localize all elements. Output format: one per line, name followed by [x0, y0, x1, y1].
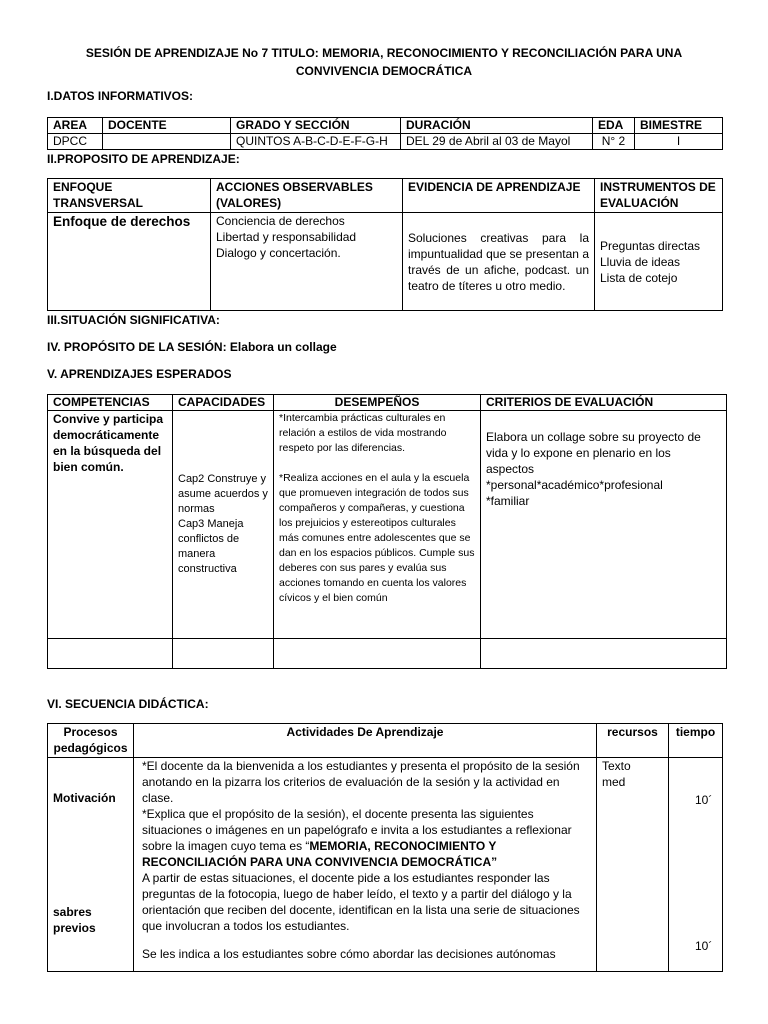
cell-desempenos — [274, 411, 481, 639]
section-aprendizajes-heading: V. APRENDIZAJES ESPERADOS — [47, 367, 232, 381]
cell-capacidades: Cap2 Construye y asume acuerdos y normas Cap3 Maneja conflictos de manera constructiva — [173, 411, 274, 639]
col-enfoque: ENFOQUE TRANSVERSAL — [48, 179, 211, 213]
section-datos-heading: I.DATOS INFORMATIVOS: — [47, 89, 193, 103]
empty-cell — [173, 639, 274, 669]
col-procesos: Procesos pedagógicos — [48, 724, 134, 758]
proceso-saberes: sabres previos — [53, 905, 96, 935]
cell-docente — [103, 134, 231, 150]
page-title — [0, 44, 768, 80]
tiempo-1: 10´ — [695, 793, 713, 807]
criterio-2: *personal*académico*profesional — [486, 478, 663, 492]
title-line-2: CONVIVENCIA DEMOCRÁTICA — [295, 64, 473, 78]
col-desempenos: DESEMPEÑOS — [274, 395, 481, 411]
cell-competencia: Convive y participa democráticamente en la búsqueda del bien común. — [48, 411, 173, 639]
cell-evidencia: Soluciones creativas para la impuntualidad que se presentan a través de un afiche, podcast. un teatro de títeres u otro medio. — [403, 213, 595, 311]
criterio-1: Elabora un collage sobre su proyecto de vida y lo expone en plenario en los aspectos — [486, 430, 701, 476]
secuencia-table — [47, 723, 723, 972]
section-proposito-sesion-heading: IV. PROPÓSITO DE LA SESIÓN: Elabora un collage — [47, 340, 337, 354]
cell-actividades — [134, 758, 597, 972]
col-capacidades: CAPACIDADES — [173, 395, 274, 411]
title-line-1: SESIÓN DE APRENDIZAJE No 7 TITULO: MEMORIA, RECONOCIMIENTO Y RECONCILIACIÓN PARA UNA — [85, 46, 683, 60]
col-acciones: ACCIONES OBSERVABLES (VALORES) — [211, 179, 403, 213]
criterio-3: *familiar — [486, 494, 530, 508]
actividad-4: Se les indica a los estudiantes sobre cómo abordar las decisiones autónomas — [142, 947, 556, 961]
col-actividades: Actividades De Aprendizaje — [134, 724, 597, 758]
col-recursos: recursos — [597, 724, 669, 758]
cell-eda: N° 2 — [593, 134, 635, 150]
desempeno-2: *Realiza acciones en el aula y la escuela que promueven integración de todos sus compañeros y compañeras, y cuestiona los prejuicios y estereotipos culturales más comunes entre adolescentes que se dan en los espacios públicos. Cumple sus deberes con sus pares y evalúa sus acciones tomando en cuenta los valores cívicos y el bien común — [279, 472, 475, 604]
actividad-1: *El docente da la bienvenida a los estudiantes y presenta el propósito de la sesión anotando en la pizarra los criterios de evaluación de la sesión y la actividad en clase. — [142, 759, 580, 805]
cell-acciones: Conciencia de derechos Libertad y responsabilidad Dialogo y concertación. — [211, 213, 403, 311]
col-bimestre: BIMESTRE — [635, 118, 723, 134]
cell-bimestre: I — [635, 134, 723, 150]
col-area: AREA — [48, 118, 103, 134]
actividad-2-tema: MEMORIA, RECONOCIMIENTO Y RECONCILIACIÓN PARA UNA CONVIVENCIA DEMOCRÁTICA” — [142, 839, 498, 869]
cell-criterios — [481, 411, 727, 639]
actividad-2 — [142, 806, 591, 870]
tiempo-2: 10´ — [695, 939, 713, 953]
col-duracion: DURACIÓN — [401, 118, 593, 134]
cell-procesos — [48, 758, 134, 972]
cell-instrumentos: Preguntas directas Lluvia de ideas Lista de cotejo — [595, 213, 723, 311]
cell-area: DPCC — [48, 134, 103, 150]
col-criterios: CRITERIOS DE EVALUACIÓN — [481, 395, 727, 411]
proceso-motivacion: Motivación — [53, 791, 116, 805]
cell-tiempo — [669, 758, 723, 972]
cell-duracion: DEL 29 de Abril al 03 de Mayol — [401, 134, 593, 150]
cell-grado: QUINTOS A-B-C-D-E-F-G-H — [231, 134, 401, 150]
section-proposito-heading: II.PROPOSITO DE APRENDIZAJE: — [47, 152, 240, 166]
col-docente: DOCENTE — [103, 118, 231, 134]
actividad-2-text: *Explica que el propósito de la sesión), el docente presenta las siguientes situaciones o imágenes en un papelógrafo e invita a los estudiantes a reflexionar sobre la imagen cuyo tema es “ — [142, 807, 572, 853]
datos-table — [47, 117, 723, 150]
cell-enfoque: Enfoque de derechos — [48, 213, 211, 311]
desempeno-1: *Intercambia prácticas culturales en relación a estilos de vida mostrando respeto por las diferencias. — [279, 412, 447, 454]
actividad-3: A partir de estas situaciones, el docente pide a los estudiantes responder las preguntas de la fotocopia, luego de haber leído, el texto y a partir del diálogo y la orientación que reciben del docente, identifican en la lista una serie de situaciones que involucran a todos los estudiantes. — [142, 871, 580, 933]
proposito-table — [47, 178, 723, 311]
section-secuencia-heading: VI. SECUENCIA DIDÁCTICA: — [47, 697, 209, 711]
empty-cell — [274, 639, 481, 669]
empty-cell — [48, 639, 173, 669]
col-competencias: COMPETENCIAS — [48, 395, 173, 411]
aprendizajes-table — [47, 394, 727, 669]
col-tiempo: tiempo — [669, 724, 723, 758]
col-eda: EDA — [593, 118, 635, 134]
empty-cell — [481, 639, 727, 669]
col-evidencia: EVIDENCIA DE APRENDIZAJE — [403, 179, 595, 213]
cell-recursos: Texto med — [597, 758, 669, 972]
col-instrumentos: INSTRUMENTOS DE EVALUACIÓN — [595, 179, 723, 213]
section-situacion-heading: III.SITUACIÓN SIGNIFICATIVA: — [47, 313, 220, 327]
col-grado: GRADO Y SECCIÓN — [231, 118, 401, 134]
